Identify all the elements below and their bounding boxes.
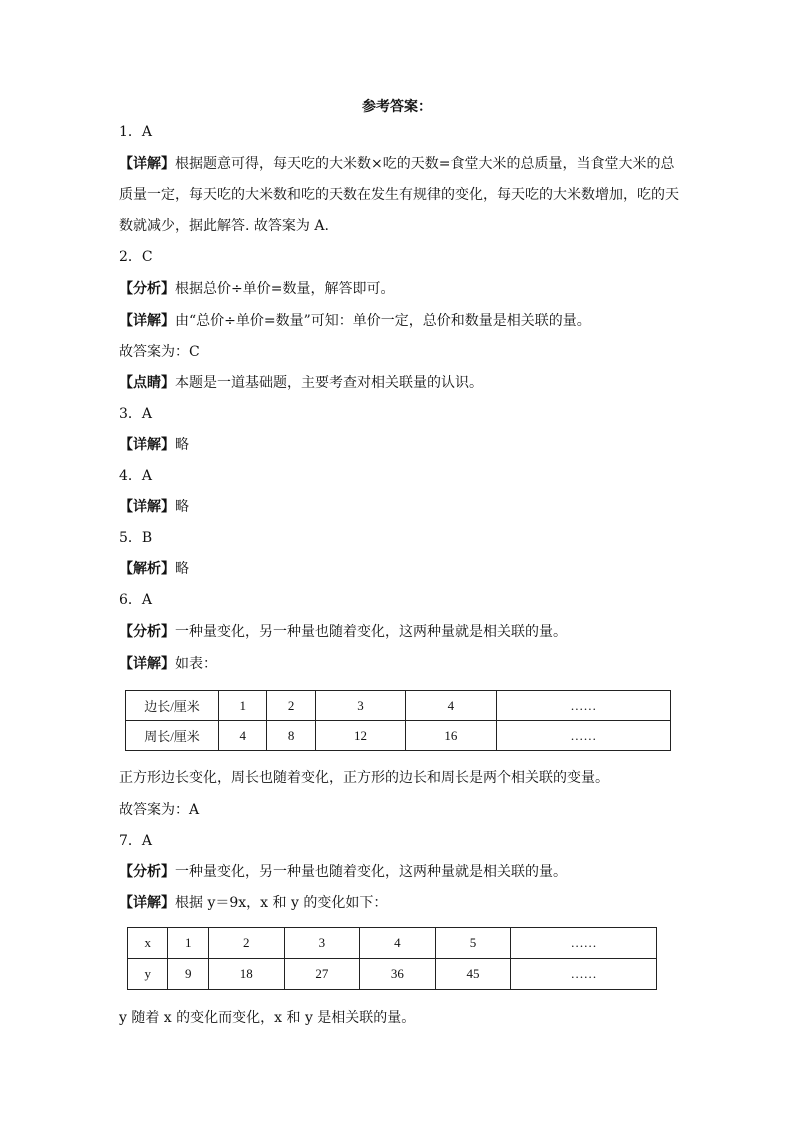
q6-table-cell: 1 [219, 691, 267, 721]
q3-detail-text: 略 [175, 437, 189, 453]
q6-table-cell: 16 [406, 721, 496, 751]
q2-comment-tag: 【点睛】 [119, 375, 175, 391]
q6-table-cell: 4 [406, 691, 496, 721]
q6-table [125, 690, 671, 751]
q2-analysis-text: 根据总价÷单价=数量，解答即可。 [175, 281, 395, 297]
q7-analysis-text: 一种量变化，另一种量也随着变化，这两种量就是相关联的量。 [175, 864, 567, 880]
q4-detail [119, 497, 189, 517]
q7-table-row [128, 959, 657, 990]
q6-table-cell: 2 [267, 691, 315, 721]
q7-table-cell: …… [511, 928, 657, 959]
q6-table-cell: 4 [219, 721, 267, 751]
q4-detail-tag: 【详解】 [119, 499, 175, 515]
q1-detail-tag: 【详解】 [119, 156, 175, 172]
q6-analysis-tag: 【分析】 [119, 624, 175, 640]
q6-conclusion: 正方形边长变化，周长也随着变化，正方形的边长和周长是两个相关联的变量。 [119, 770, 609, 786]
q2-detail [119, 311, 591, 331]
q7-table-cell: 9 [168, 959, 208, 990]
q6-table-cell: 12 [315, 721, 405, 751]
q6-answer: 故答案为：A [119, 802, 200, 818]
q6-table-cell: 周长/厘米 [126, 721, 219, 751]
q7-conclusion: y 随着 x 的变化而变化，x 和 y 是相关联的量。 [119, 1010, 416, 1026]
q6-detail-tag: 【详解】 [119, 656, 175, 672]
q7-analysis-tag: 【分析】 [119, 864, 175, 880]
q2-comment [119, 373, 483, 393]
q7-table-cell: 18 [208, 959, 284, 990]
q4-number: 4．A [119, 468, 153, 484]
q6-table-cell: …… [496, 691, 670, 721]
q6-table-cell: …… [496, 721, 670, 751]
q6-analysis [119, 622, 567, 642]
q3-number: 3．A [119, 406, 153, 422]
q5-analysis [119, 559, 189, 579]
q7-table-cell: 2 [208, 928, 284, 959]
q2-detail-text: 由“总价÷单价=数量”可知：单价一定，总价和数量是相关联的量。 [175, 313, 591, 329]
q1-number: 1．A [119, 124, 153, 140]
q1-detail-text: 根据题意可得，每天吃的大米数×吃的天数=食堂大米的总质量，当食堂大米的总质量一定，每天吃的大米数和吃的天数在发生有规律的变化，每天吃的大米数增加，吃的天数就减少，据此解答. 故答案为 A. [119, 156, 679, 234]
q7-detail [119, 893, 387, 913]
q2-analysis [119, 279, 394, 299]
q7-detail-tag: 【详解】 [119, 895, 175, 911]
q7-table-cell: 3 [284, 928, 360, 959]
q7-table-cell: 5 [435, 928, 511, 959]
q2-detail-tag: 【详解】 [119, 313, 175, 329]
q6-table-row [126, 721, 671, 751]
q6-table-cell: 边长/厘米 [126, 691, 219, 721]
q7-table-row [128, 928, 657, 959]
q5-analysis-tag: 【解析】 [119, 561, 175, 577]
q7-table-cell: 45 [435, 959, 511, 990]
q6-table-cell: 8 [267, 721, 315, 751]
q7-table-cell: 27 [284, 959, 360, 990]
q2-answer: 故答案为：C [119, 344, 200, 360]
q3-detail [119, 435, 189, 455]
q6-analysis-text: 一种量变化，另一种量也随着变化，这两种量就是相关联的量。 [175, 624, 567, 640]
q5-analysis-text: 略 [175, 561, 189, 577]
q1-detail [119, 149, 679, 242]
q5-number: 5．B [119, 530, 153, 546]
q7-table-cell: y [128, 959, 168, 990]
q6-detail [119, 654, 217, 674]
q7-table-cell: 4 [360, 928, 436, 959]
q7-table [127, 927, 657, 990]
q6-table-cell: 3 [315, 691, 405, 721]
q2-number: 2．C [119, 249, 153, 265]
q7-number: 7．A [119, 833, 153, 849]
page-title: 参考答案： [362, 99, 432, 115]
q7-table-cell: x [128, 928, 168, 959]
q7-table-cell: 36 [360, 959, 436, 990]
q4-detail-text: 略 [175, 499, 189, 515]
q7-detail-text: 根据 y＝9x，x 和 y 的变化如下： [175, 895, 388, 911]
q2-analysis-tag: 【分析】 [119, 281, 175, 297]
q6-table-row [126, 691, 671, 721]
q6-detail-text: 如表： [175, 656, 217, 672]
q2-comment-text: 本题是一道基础题，主要考查对相关联量的认识。 [175, 375, 483, 391]
q7-table-cell: 1 [168, 928, 208, 959]
q3-detail-tag: 【详解】 [119, 437, 175, 453]
q7-analysis [119, 862, 567, 882]
q6-number: 6．A [119, 592, 153, 608]
q7-table-cell: …… [511, 959, 657, 990]
